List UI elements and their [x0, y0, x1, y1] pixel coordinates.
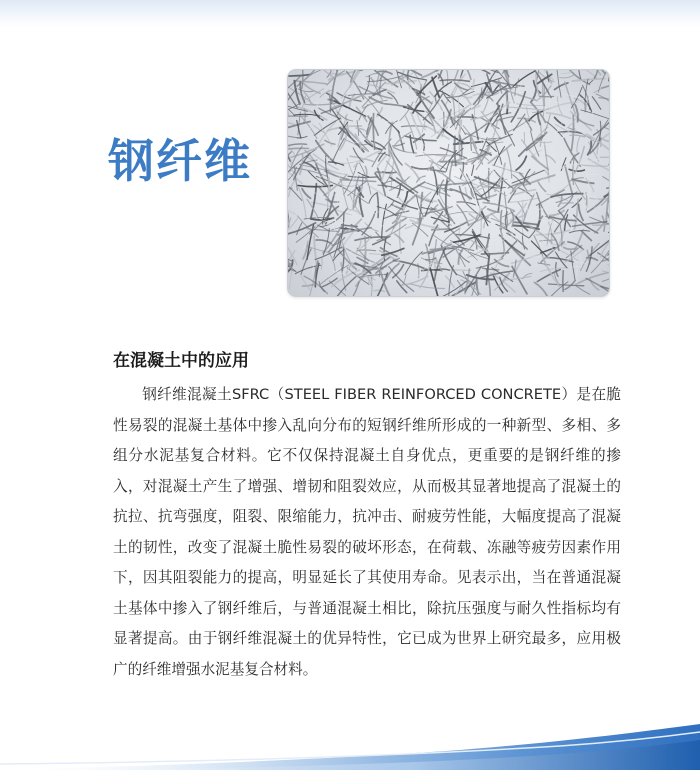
steel-fiber-photo-icon [288, 70, 609, 296]
steel-fiber-photo [287, 69, 610, 297]
body-paragraph: 钢纤维混凝土SFRC（STEEL FIBER REINFORCED CONCRETE）是在脆性易裂的混凝土基体中掺入乱向分布的短钢纤维所形成的一种新型、多相、多组分水泥基复合材料。它不仅保持混凝土自身优点，更重要的是钢纤维的掺入，对混凝土产生了增强、增韧和阻裂效应，从而极其显著地提高了混凝土的抗拉、抗弯强度，阻裂、限缩能力，抗冲击、耐疲劳性能，大幅度提高了混凝土的韧性，改变了混凝土脆性易裂的破坏形态，在荷载、冻融等疲劳因素作用下，因其阻裂能力的提高，明显延长了其使用寿命。见表示出，当在普通混凝土基体中掺入了钢纤维后，与普通混凝土相比，除抗压强度与耐久性指标均有显著提高。由于钢纤维混凝土的优异特性，它已成为世界上研究最多，应用极广的纤维增强水泥基复合材料。 [113, 386, 621, 678]
bottom-wave-decoration [0, 720, 700, 770]
top-gradient-band [0, 0, 700, 28]
section-heading: 在混凝土中的应用 [113, 351, 249, 371]
product-title: 钢纤维 [108, 134, 252, 188]
